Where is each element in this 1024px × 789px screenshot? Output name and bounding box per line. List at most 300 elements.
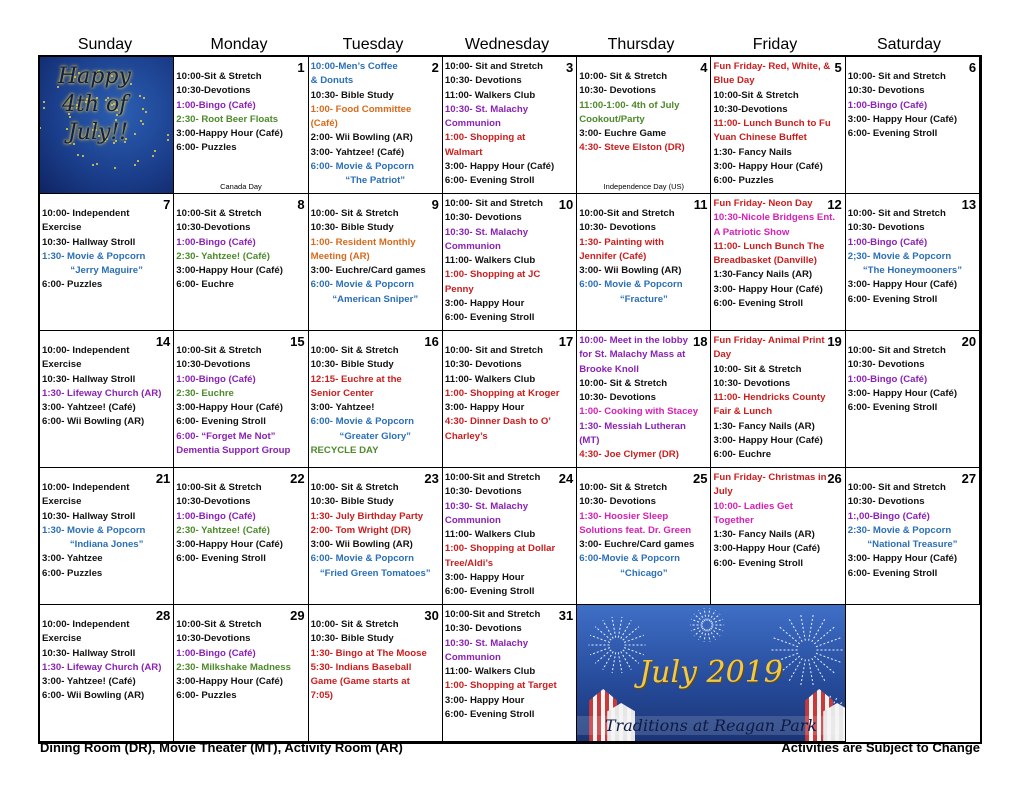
event-line: 6:00- Evening Stroll bbox=[444, 709, 535, 721]
event-line: 10:00- Sit and Stretch bbox=[444, 61, 543, 72]
event-list bbox=[445, 344, 574, 444]
event-line: 10:00- Sit & Stretch bbox=[310, 208, 399, 219]
event-list bbox=[42, 207, 171, 293]
event-line: “American Sniper” bbox=[332, 293, 419, 305]
event-line: Exercise bbox=[42, 359, 82, 371]
event-line: Together bbox=[713, 514, 754, 526]
event-list bbox=[176, 207, 305, 293]
event-line: 10:30-Devotions bbox=[176, 496, 251, 508]
day-cell bbox=[443, 331, 577, 468]
event-line: 10:00- Sit & Stretch bbox=[310, 482, 399, 493]
event-line: 1:30- Fancy Nails bbox=[713, 146, 792, 158]
day-cell bbox=[443, 468, 577, 605]
event-line: 5:30- Indians Baseball bbox=[310, 661, 412, 673]
day-number: 5 bbox=[834, 60, 842, 75]
event-line: “National Treasure” bbox=[867, 539, 958, 551]
weekday-header bbox=[38, 35, 982, 55]
day-cell bbox=[577, 331, 711, 468]
event-line: 1:30- Bingo at The Moose bbox=[310, 647, 427, 659]
event-list bbox=[311, 207, 440, 307]
day-cell bbox=[711, 331, 845, 468]
event-line: 1:30- Messiah Lutheran bbox=[579, 420, 686, 432]
event-line: 10:30- Devotions bbox=[847, 496, 925, 508]
event-line: Brooke Knoll bbox=[579, 363, 639, 375]
event-line: 2:30- Milkshake Madness bbox=[176, 661, 291, 673]
event-line: 11:00- Hendricks County bbox=[713, 392, 826, 404]
event-line: 4:30- Joe Clymer (DR) bbox=[579, 449, 679, 461]
event-line: Walmart bbox=[444, 146, 483, 158]
event-list bbox=[311, 344, 440, 458]
event-line: Exercise bbox=[42, 222, 82, 234]
event-line: 10:00- Ladies Get bbox=[713, 500, 793, 512]
event-line: 1:00-Bingo (Café) bbox=[176, 510, 256, 522]
day-cell bbox=[174, 194, 308, 331]
event-line: 1:30- Movie & Popcorn bbox=[42, 524, 146, 536]
event-line: 3:00- Euchre Game bbox=[579, 128, 667, 140]
event-line: 3:00- Happy Hour bbox=[444, 694, 525, 706]
event-line: 6:00- Puzzles bbox=[176, 690, 237, 702]
event-line: 3:00- Happy Hour (Café) bbox=[713, 435, 823, 447]
room-legend: Dining Room (DR), Movie Theater (MT), Activity Room (AR) bbox=[40, 740, 403, 755]
event-line: 6:00- Movie & Popcorn bbox=[310, 279, 415, 291]
sparkle-decoration bbox=[43, 101, 45, 103]
event-line: Breadbasket (Danville) bbox=[713, 255, 817, 267]
event-line: 1:30- Movie & Popcorn bbox=[42, 250, 146, 262]
event-line: 10:00-Sit and Stretch bbox=[444, 609, 541, 620]
day-cell bbox=[174, 57, 308, 194]
event-line: “Greater Glory” bbox=[339, 430, 411, 442]
event-list bbox=[848, 70, 977, 141]
day-cell bbox=[40, 468, 174, 605]
event-line: 6:00- Puzzles bbox=[713, 175, 774, 187]
event-list bbox=[445, 60, 574, 189]
event-line: 3:00- Happy Hour (Café) bbox=[444, 161, 555, 173]
event-line: 6:00- Movie & Popcorn bbox=[310, 161, 415, 173]
event-line: July bbox=[713, 486, 733, 498]
disclaimer: Activities are Subject to Change bbox=[781, 740, 980, 755]
sparkle-decoration bbox=[152, 155, 154, 157]
event-line: 11:00- Lunch Bunch to Fu bbox=[713, 118, 831, 130]
day-cell bbox=[711, 194, 845, 331]
day-number: 17 bbox=[558, 334, 574, 349]
event-line: 3:00- Happy Hour (Café) bbox=[713, 283, 823, 295]
sparkle-decoration bbox=[40, 127, 41, 129]
event-line: 10:00-Sit & Stretch bbox=[176, 71, 262, 82]
weekday-monday: Monday bbox=[210, 36, 268, 53]
day-cell bbox=[40, 605, 174, 742]
event-list bbox=[445, 197, 574, 326]
event-line: Jennifer (Café) bbox=[579, 250, 647, 262]
july-4th-greeting bbox=[40, 57, 174, 194]
day-cell bbox=[174, 605, 308, 742]
event-line: 1:30- Fancy Nails (AR) bbox=[713, 420, 815, 432]
event-line: 11:00- Walkers Club bbox=[444, 89, 536, 101]
event-line: 10:00- Sit and Stretch bbox=[847, 208, 946, 219]
event-line: 3:00-Happy Hour (Café) bbox=[176, 539, 283, 551]
event-line: 1:00- Shopping at bbox=[444, 132, 526, 144]
event-line: 2:30- Euchre bbox=[176, 387, 234, 399]
event-line: 10:00- Independent bbox=[42, 619, 130, 630]
event-line: 10:30- Hallway Stroll bbox=[42, 373, 136, 385]
event-list bbox=[42, 344, 171, 430]
day-cell bbox=[443, 605, 577, 742]
event-list bbox=[311, 481, 440, 581]
event-line: 3:00- Yahtzee! (Café) bbox=[310, 146, 405, 158]
event-line: 3:00-Happy Hour (Café) bbox=[176, 676, 283, 688]
event-line: 3:00- Happy Hour (Café) bbox=[847, 553, 958, 565]
day-number: 4 bbox=[700, 60, 708, 75]
event-list bbox=[579, 70, 708, 156]
event-line: 6:00- Evening Stroll bbox=[713, 298, 804, 310]
event-line: Communion bbox=[444, 514, 501, 526]
event-line: 1:,00-Bingo (Café) bbox=[847, 510, 930, 522]
event-line: Meeting (AR) bbox=[310, 250, 370, 262]
event-line: 10:30- Hallway Stroll bbox=[42, 510, 136, 522]
event-line: & Donuts bbox=[310, 75, 354, 87]
day-number: 16 bbox=[424, 334, 439, 349]
event-line: for St. Malachy Mass at bbox=[579, 349, 686, 361]
event-line: 6:00- Puzzles bbox=[42, 567, 103, 579]
event-line: 3:00- Yahtzee! (Café) bbox=[42, 402, 136, 414]
event-line: Fun Friday- Animal Print bbox=[713, 335, 825, 346]
event-line: 10:30- Bible Study bbox=[310, 359, 394, 371]
greeting-line: Happy bbox=[58, 64, 131, 89]
event-line: 10:00- Sit and Stretch bbox=[444, 345, 543, 356]
sparkle-decoration bbox=[134, 133, 136, 135]
event-line: 1:30- Fancy Nails (AR) bbox=[713, 529, 815, 541]
sparkle-decoration bbox=[134, 164, 136, 166]
day-number: 12 bbox=[827, 197, 842, 212]
event-line: 10:30- Devotions bbox=[847, 222, 925, 234]
event-line: 4:30- Steve Elston (DR) bbox=[579, 142, 685, 154]
event-line: “Chicago” bbox=[620, 567, 668, 579]
event-line: 1:00-Bingo (Café) bbox=[176, 373, 256, 385]
day-number: 27 bbox=[961, 471, 977, 486]
event-line: 10:00- Meet in the lobby bbox=[579, 335, 688, 346]
event-line: 10:00- Independent bbox=[42, 482, 130, 493]
event-line: 10:30- St. Malachy bbox=[444, 500, 529, 512]
event-line: 10:30- Bible Study bbox=[310, 633, 394, 645]
event-line: 1:00-Bingo (Café) bbox=[176, 236, 256, 248]
sparkle-decoration bbox=[114, 167, 116, 169]
weekday-tuesday: Tuesday bbox=[342, 36, 404, 53]
event-line: 10:30-Devotions bbox=[176, 85, 251, 97]
weekday-friday: Friday bbox=[752, 36, 798, 53]
event-line: 3:00- Yahtzee! bbox=[310, 402, 375, 414]
event-line: 10:30- Devotions bbox=[579, 85, 656, 97]
event-line: 2:30- Yahtzee! (Café) bbox=[176, 250, 270, 262]
event-line: 2;30- Movie & Popcorn bbox=[847, 250, 952, 262]
event-line: Yuan Chinese Buffet bbox=[713, 132, 807, 144]
event-line: 6:00-Movie & Popcorn bbox=[579, 553, 680, 565]
event-line: 10:30- Bible Study bbox=[310, 496, 394, 508]
day-number: 13 bbox=[961, 197, 977, 212]
event-line: Senior Center bbox=[310, 387, 374, 399]
holiday-note: Canada Day bbox=[220, 182, 262, 191]
event-line: 11:00- Walkers Club bbox=[444, 666, 536, 678]
event-line: 10:30- Devotions bbox=[579, 496, 656, 508]
event-list bbox=[848, 344, 977, 415]
event-line: 10:00- Independent bbox=[42, 345, 130, 356]
event-line: 2:00- Tom Wright (DR) bbox=[310, 524, 411, 536]
event-line: (Café) bbox=[310, 118, 338, 130]
event-line: 7:05) bbox=[310, 690, 333, 702]
greeting-line: July!! bbox=[68, 120, 129, 145]
day-cell bbox=[846, 194, 980, 331]
event-line: 10:00-Sit & Stretch bbox=[713, 89, 799, 101]
event-line: 1:00-Bingo (Café) bbox=[847, 236, 928, 248]
event-line: 11:00- Walkers Club bbox=[444, 529, 536, 541]
event-line: Communion bbox=[444, 118, 501, 130]
event-line: 10:00-Sit & Stretch bbox=[176, 345, 262, 356]
event-line: 10:30- Devotions bbox=[579, 392, 656, 404]
day-cell bbox=[443, 57, 577, 194]
event-line: 10:00-Sit & Stretch bbox=[176, 619, 262, 630]
day-number: 19 bbox=[827, 334, 842, 349]
event-line: Fun Friday- Neon Day bbox=[713, 198, 813, 209]
event-line: Game (Game starts at bbox=[310, 676, 410, 688]
day-number: 9 bbox=[431, 197, 439, 212]
event-line: “Fracture” bbox=[619, 293, 668, 305]
event-list bbox=[176, 70, 305, 156]
sparkle-decoration bbox=[43, 107, 45, 109]
sparkle-decoration bbox=[167, 134, 169, 136]
event-line: 3:00- Happy Hour (Café) bbox=[847, 279, 958, 291]
event-line: 1:30- Painting with bbox=[579, 236, 664, 248]
event-line: 6:00- Euchre bbox=[713, 449, 772, 461]
sparkle-decoration bbox=[140, 120, 142, 122]
event-line: 4:30- Dinner Dash to O’ bbox=[444, 416, 551, 428]
day-number: 30 bbox=[424, 608, 439, 623]
event-line: Communion bbox=[444, 240, 501, 252]
day-number: 6 bbox=[968, 60, 977, 75]
event-line: 10:00-Men’s Coffee bbox=[310, 61, 398, 72]
event-line: 11:00- Lunch Bunch The bbox=[713, 240, 825, 252]
event-line: 10:30- Devotions bbox=[444, 75, 522, 87]
event-line: 10:30-Devotions bbox=[176, 222, 251, 234]
event-line: 11:00- Walkers Club bbox=[444, 373, 536, 385]
event-line: 1:00- Food Committee bbox=[310, 103, 412, 115]
day-cell bbox=[309, 468, 443, 605]
weekday-sunday: Sunday bbox=[77, 36, 133, 53]
event-list bbox=[445, 471, 574, 600]
sparkle-decoration bbox=[92, 164, 94, 166]
event-line: Fair & Lunch bbox=[713, 406, 773, 418]
event-line: 10:30- Bible Study bbox=[310, 89, 394, 101]
day-number: 18 bbox=[693, 334, 708, 349]
event-list bbox=[42, 481, 171, 581]
day-number: 26 bbox=[827, 471, 842, 486]
event-line: 10:00- Sit and Stretch bbox=[847, 482, 946, 493]
event-line: 10:00- Independent bbox=[42, 208, 130, 219]
event-line: “Indiana Jones” bbox=[69, 539, 144, 551]
event-line: 2:00- Wii Bowling (AR) bbox=[310, 132, 413, 144]
event-list bbox=[445, 608, 574, 722]
event-line: Solutions feat. Dr. Green bbox=[579, 524, 692, 536]
event-line: 6:00- Evening Stroll bbox=[176, 553, 266, 565]
day-cell bbox=[40, 331, 174, 468]
event-line: Tree/Aldi’s bbox=[444, 557, 494, 569]
event-line: 6:00- Movie & Popcorn bbox=[579, 279, 683, 291]
event-line: 10:00- Sit and Stretch bbox=[847, 71, 946, 82]
day-cell bbox=[309, 605, 443, 742]
sparkle-decoration bbox=[77, 154, 79, 156]
event-line: Dementia Support Group bbox=[176, 445, 291, 457]
sparkle-decoration bbox=[137, 160, 139, 162]
event-line: 10:30-Devotions bbox=[176, 633, 251, 645]
day-cell bbox=[846, 57, 980, 194]
event-line: 10:30- Bible Study bbox=[310, 222, 394, 234]
event-line: 1:00- Shopping at Target bbox=[444, 680, 557, 692]
event-line: 3:00- Euchre/Card games bbox=[579, 539, 695, 551]
event-line: 10:30- Devotions bbox=[579, 222, 656, 234]
event-list bbox=[42, 618, 171, 704]
sparkle-decoration bbox=[145, 111, 147, 113]
event-line: Exercise bbox=[42, 633, 82, 645]
event-list bbox=[713, 60, 842, 189]
day-number: 23 bbox=[424, 471, 439, 486]
event-line: 6:00- Evening Stroll bbox=[847, 128, 938, 140]
event-line: 6:00- Evening Stroll bbox=[444, 586, 535, 598]
event-line: Day bbox=[713, 349, 732, 361]
event-line: 3:00-Happy Hour (Café) bbox=[176, 402, 283, 414]
day-number: 11 bbox=[693, 197, 708, 212]
day-number: 21 bbox=[155, 471, 171, 486]
event-line: 10:00- Sit and Stretch bbox=[847, 345, 946, 356]
day-number: 24 bbox=[558, 471, 574, 486]
sparkle-decoration bbox=[143, 97, 145, 99]
event-line: 6:00- Evening Stroll bbox=[847, 293, 938, 305]
day-number: 3 bbox=[565, 60, 574, 75]
july-2019-banner bbox=[577, 605, 846, 742]
sparkle-decoration bbox=[82, 155, 84, 157]
event-line: A Patriotic Show bbox=[713, 226, 790, 238]
day-number: 1 bbox=[297, 60, 305, 75]
event-line: 3:00- Happy Hour (Café) bbox=[847, 113, 958, 125]
day-number: 22 bbox=[290, 471, 305, 486]
event-line: Exercise bbox=[42, 496, 82, 508]
weekday-saturday: Saturday bbox=[876, 36, 942, 53]
event-line: 1:00- Resident Monthly bbox=[310, 236, 416, 248]
weekday-thursday: Thursday bbox=[607, 36, 675, 53]
event-line: Charley’s bbox=[444, 430, 488, 442]
event-line: 11:00- Walkers Club bbox=[444, 255, 536, 267]
day-number: 8 bbox=[297, 197, 305, 212]
day-cell bbox=[309, 331, 443, 468]
event-list bbox=[176, 618, 305, 704]
event-line: (MT) bbox=[579, 435, 600, 447]
day-number: 31 bbox=[558, 608, 574, 623]
day-cell bbox=[309, 194, 443, 331]
sparkle-decoration bbox=[96, 163, 98, 165]
event-line: 3:00- Happy Hour (Café) bbox=[713, 161, 823, 173]
event-line: Penny bbox=[444, 283, 474, 295]
day-number: 25 bbox=[693, 471, 708, 486]
event-list bbox=[311, 618, 440, 704]
event-list bbox=[579, 207, 708, 307]
event-line: 10:30- Devotions bbox=[444, 486, 522, 498]
event-list bbox=[579, 481, 708, 581]
event-list bbox=[848, 207, 977, 307]
day-cell bbox=[443, 194, 577, 331]
event-line: 1:30- July Birthday Party bbox=[310, 510, 424, 522]
event-line: 3:00-Happy Hour (Café) bbox=[176, 128, 283, 140]
day-number: 14 bbox=[155, 334, 171, 349]
greeting-text bbox=[50, 63, 131, 147]
day-cell bbox=[711, 57, 845, 194]
event-line: RECYCLE DAY bbox=[310, 445, 379, 457]
event-line: 6:00- Evening Stroll bbox=[444, 175, 535, 187]
event-line: 6:00- Evening Stroll bbox=[176, 416, 266, 428]
event-line: 6:00- Puzzles bbox=[42, 279, 103, 291]
day-number: 28 bbox=[155, 608, 171, 623]
event-line: 2:30- Movie & Popcorn bbox=[847, 524, 952, 536]
event-line: “The Patriot” bbox=[345, 175, 406, 187]
weekday-wednesday: Wednesday bbox=[464, 36, 550, 53]
event-line: 6:00- Evening Stroll bbox=[847, 567, 938, 579]
day-cell bbox=[40, 194, 174, 331]
event-line: Fun Friday- Red, White, & bbox=[713, 61, 831, 72]
event-line: 3:00- Yahtzee! (Café) bbox=[42, 676, 136, 688]
event-list bbox=[713, 471, 842, 571]
event-line: 10:00- Sit & Stretch bbox=[579, 377, 668, 389]
firework-icon bbox=[689, 607, 725, 643]
day-cell bbox=[174, 331, 308, 468]
event-line: 6:00- Evening Stroll bbox=[847, 402, 938, 414]
event-line: 6:00- “Forget Me Not” bbox=[176, 430, 276, 442]
event-line: 6:00- Euchre bbox=[176, 279, 234, 291]
event-list bbox=[579, 334, 708, 463]
event-line: 1:30- Hoosier Sleep bbox=[579, 510, 669, 522]
event-line: 1:30- Lifeway Church (AR) bbox=[42, 387, 162, 399]
event-line: 10:00- Sit & Stretch bbox=[579, 71, 668, 82]
day-number: 2 bbox=[431, 60, 439, 75]
day-cell bbox=[711, 468, 845, 605]
event-line: 1:00- Shopping at Dollar bbox=[444, 543, 556, 555]
event-line: 6:00- Evening Stroll bbox=[713, 557, 804, 569]
event-list bbox=[713, 334, 842, 463]
event-line: 11:00-1:00- 4th of July bbox=[579, 99, 680, 111]
event-line: 1:30-Fancy Nails (AR) bbox=[713, 269, 813, 281]
event-line: 1:00- Shopping at Kroger bbox=[444, 387, 560, 399]
day-number: 10 bbox=[558, 197, 574, 212]
event-line: 10:00- Sit and Stretch bbox=[444, 198, 543, 209]
event-line: 1:00- Cooking with Stacey bbox=[579, 406, 699, 418]
banner-title: July 2019 bbox=[639, 655, 783, 690]
event-line: 3:00- Wii Bowling (AR) bbox=[579, 265, 682, 277]
event-line: 10:30- Devotions bbox=[444, 212, 522, 224]
event-line: 10:30-Nicole Bridgens Ent. bbox=[713, 212, 836, 224]
day-number: 15 bbox=[290, 334, 305, 349]
event-line: 6:00- Movie & Popcorn bbox=[310, 416, 415, 428]
event-line: Cookout/Party bbox=[579, 113, 645, 125]
banner-subtitle: Traditions at Reagan Park bbox=[577, 716, 845, 735]
event-list bbox=[848, 481, 977, 581]
event-line: 10:00- Sit & Stretch bbox=[579, 482, 668, 493]
event-line: Communion bbox=[444, 651, 501, 663]
event-line: 1:00-Bingo (Café) bbox=[176, 99, 256, 111]
day-cell bbox=[846, 331, 980, 468]
day-number: 29 bbox=[290, 608, 305, 623]
event-line: 1:00-Bingo (Café) bbox=[176, 647, 256, 659]
event-list bbox=[176, 481, 305, 567]
event-line: 6:00- Wii Bowling (AR) bbox=[42, 416, 145, 428]
event-list bbox=[713, 197, 842, 311]
event-line: 1:30- Lifeway Church (AR) bbox=[42, 661, 162, 673]
event-line: 10:00-Sit and Stretch bbox=[579, 208, 675, 219]
event-line: 12:15- Euchre at the bbox=[310, 373, 402, 385]
event-line: 1:00- Shopping at JC bbox=[444, 269, 541, 281]
